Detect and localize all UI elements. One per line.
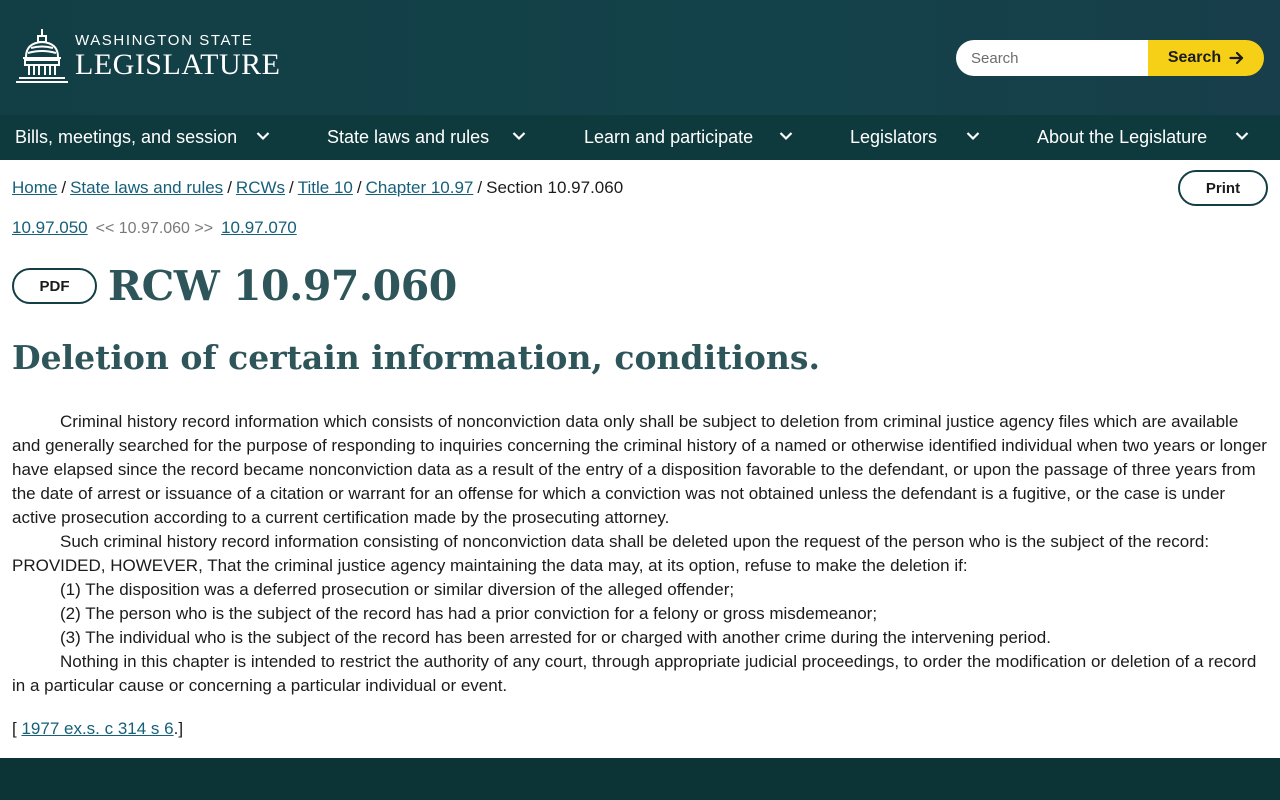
chevron-down-icon [512,131,526,141]
statute-paragraph: Criminal history record information which consists of nonconviction data only shall be subject to deletion from criminal justice agency files which are available and generally searched for the purpose of responding to inquiries concerning the criminal history of a named or otherwise identified individual when two years or longer have elapsed since the record became nonconviction data as a result of the entry of a disposition favorable to the defendant, or upon the passage of three years from the date of arrest or issuance of a citation or warrant for an offense for which a conviction was not obtained unless the defendant is a fugitive, or the case is under active prosecution according to a current certification made by the prosecuting attorney. [12,412,1267,527]
breadcrumb-separator: / [289,178,294,197]
chevron-down-icon [779,131,793,141]
search-form [956,40,1264,76]
chevron-down-icon [966,131,980,141]
breadcrumb [12,178,623,198]
next-section-link[interactable]: 10.97.070 [221,218,297,237]
arrow-right-icon [1229,51,1244,65]
statute-paragraph: (3) The individual who is the subject of the record has been arrested for or charged with another crime during the intervening period. [60,628,1051,647]
search-button-label: Search [1167,49,1222,66]
site-logo[interactable] [15,27,280,85]
nav-item-label: About the Legislature [1037,127,1208,147]
breadcrumb-current: Section 10.97.060 [486,178,624,197]
breadcrumb-rcws[interactable]: RCWs [235,178,286,197]
search-input[interactable] [956,40,1148,76]
chevron-down-icon [256,131,270,141]
chevron-down-icon [1235,131,1249,141]
breadcrumb-title-10[interactable]: Title 10 [297,178,353,197]
print-button[interactable]: Print [1178,170,1268,206]
logo-state-text: WASHINGTON STATE [75,31,254,49]
statute-paragraph: (1) The disposition was a deferred prosecution or similar diversion of the alleged offender; [60,580,735,599]
nav-legislators[interactable] [850,115,985,160]
citation-open-bracket: [ [12,719,22,738]
breadcrumb-separator: / [356,178,362,197]
section-caption: Deletion of certain information, conditions. [12,338,820,377]
session-law-citation [12,719,183,739]
breadcrumb-home[interactable]: Home [12,178,58,197]
logo-text [75,33,280,80]
section-sequence-nav [12,218,297,238]
statute-paragraph: Such criminal history record information consisting of nonconviction data shall be deleted upon the request of the person who is the subject of the record: PROVIDED, HOWEVER, That the criminal justice agency maintaining the data may, at its option, refuse to make the deletion if: [12,532,1210,575]
nav-item-label: Legislators [850,127,938,147]
citation-close-bracket: .] [173,719,184,738]
site-header [0,0,1280,115]
statute-paragraph: Nothing in this chapter is intended to restrict the authority of any court, through appropriate judicial proceedings, to order the modification or deletion of a record in a particular cause or concerning a particular individual or event. [12,652,1257,695]
nav-item-label: State laws and rules [327,127,490,147]
statute-paragraph: (2) The person who is the subject of the record has had a prior conviction for a felony or gross misdemeanor; [60,604,878,623]
breadcrumb-state-laws-rules[interactable]: State laws and rules [70,178,224,197]
nav-about-legislature[interactable] [1037,115,1252,160]
statute-text [12,410,1268,698]
page-title: RCW 10.97.060 [108,262,457,310]
breadcrumb-separator: / [477,178,483,197]
nav-item-label: Bills, meetings, and session [15,127,238,147]
pdf-button[interactable]: PDF [12,268,97,304]
main-nav [0,115,1280,160]
session-law-link[interactable]: 1977 ex.s. c 314 s 6 [21,719,174,738]
capitol-dome-icon [15,27,69,85]
breadcrumb-separator: / [61,178,67,197]
search-button[interactable] [1148,40,1264,76]
logo-legislature-text: LEGISLATURE [75,47,281,81]
nav-item-label: Learn and participate [584,127,754,147]
nav-state-laws-rules[interactable] [327,115,527,160]
previous-section-link[interactable]: 10.97.050 [12,218,88,237]
nav-learn-participate[interactable] [584,115,796,160]
nav-bills-meetings-session[interactable] [15,115,275,160]
current-section-indicator: << 10.97.060 >> [95,220,214,237]
site-footer [0,758,1280,800]
breadcrumb-separator: / [227,178,232,197]
breadcrumb-chapter-10-97[interactable]: Chapter 10.97 [365,178,474,197]
